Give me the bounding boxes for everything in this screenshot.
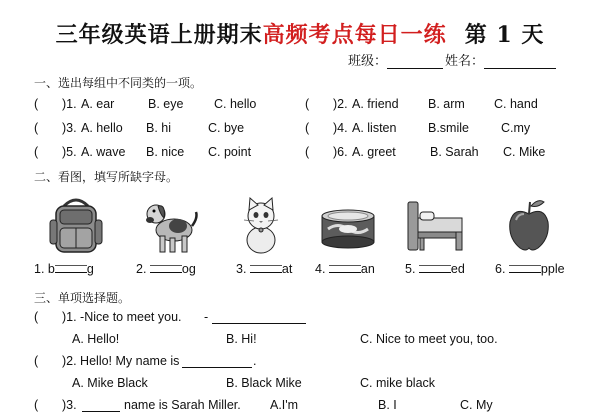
option-a: A. Hello!: [72, 332, 120, 346]
option-c: C. bye: [208, 121, 245, 135]
letter-blank[interactable]: [329, 262, 361, 273]
section1-title: 一、选出每组中不同类的一项。: [34, 76, 203, 90]
picture-label: [495, 262, 565, 276]
answer-paren[interactable]: (: [305, 121, 310, 135]
item-number: )6.: [333, 145, 348, 159]
option-b: B. Hi!: [226, 332, 257, 346]
label-number: 1.: [34, 262, 45, 276]
option-a: A. listen: [352, 121, 397, 135]
student-fields: [348, 50, 556, 69]
option-c: C. mike black: [360, 376, 436, 390]
label-number: 3.: [236, 262, 247, 276]
class-label: 班级：: [348, 54, 388, 69]
name-label: 姓名：: [445, 54, 485, 69]
answer-paren[interactable]: (: [34, 97, 39, 111]
option-a: A. hello: [81, 121, 123, 135]
section3-title: 三、单项选择题。: [34, 291, 131, 305]
option-a: A. ear: [81, 97, 115, 111]
answer-paren[interactable]: (: [34, 310, 39, 324]
option-c: C. point: [208, 145, 252, 159]
letter-blank[interactable]: [419, 262, 451, 273]
letter-blank[interactable]: [250, 262, 282, 273]
class-blank[interactable]: [387, 56, 443, 69]
option-c: C. Nice to meet you, too.: [360, 332, 498, 346]
item-number: )3.: [62, 121, 77, 135]
section2-title: 二、看图，填写所缺字母。: [34, 170, 179, 184]
question-number: )3.: [62, 398, 77, 412]
question-text: name is Sarah Miller.: [124, 398, 241, 412]
option-a: A. wave: [81, 145, 126, 159]
item-number: )2.: [333, 97, 348, 111]
option-a: A. greet: [352, 145, 396, 159]
letter-blank[interactable]: [509, 262, 541, 273]
answer-paren[interactable]: (: [34, 145, 39, 159]
answer-paren[interactable]: (: [305, 97, 310, 111]
letter-blank[interactable]: [150, 262, 182, 273]
item-number: )4.: [333, 121, 348, 135]
option-c: C. Mike: [503, 145, 546, 159]
answer-paren[interactable]: (: [34, 398, 39, 412]
answer-paren[interactable]: (: [34, 121, 39, 135]
title-black-part: 三年级英语上册期末: [55, 22, 263, 48]
title-red-part: 高频考点每日一练: [262, 22, 447, 48]
apple-icon: [504, 196, 554, 256]
label-number: 6.: [495, 262, 506, 276]
picture-label: [315, 262, 375, 276]
day-label: 第 1 天: [464, 22, 545, 48]
option-b: B. Black Mike: [226, 376, 302, 390]
option-b: B. Sarah: [430, 145, 479, 159]
name-blank[interactable]: [484, 56, 556, 69]
picture-label: [405, 262, 465, 276]
label-suffix: g: [86, 262, 94, 276]
option-b: B. hi: [146, 121, 172, 135]
label-suffix: at: [281, 262, 293, 276]
option-b: B. nice: [146, 145, 185, 159]
picture-label: [34, 262, 94, 276]
option-a: A. Mike Black: [72, 376, 148, 390]
dog-icon: [140, 196, 200, 256]
answer-paren[interactable]: (: [305, 145, 310, 159]
name-blank[interactable]: [182, 357, 252, 368]
cat-icon: [236, 196, 286, 256]
option-a: A. friend: [352, 97, 399, 111]
question-end: .: [253, 354, 257, 368]
label-suffix: pple: [540, 262, 565, 276]
label-suffix: ed: [450, 262, 465, 276]
picture-label: [136, 262, 196, 276]
option-c: C. My: [460, 398, 493, 412]
option-c: C.my: [501, 121, 531, 135]
question-text: )2. Hello! My name is: [62, 354, 180, 368]
item-number: )1.: [62, 97, 77, 111]
label-number: 2.: [136, 262, 147, 276]
subject-blank[interactable]: [82, 401, 120, 412]
label-suffix: an: [360, 262, 375, 276]
tin-can-icon: [318, 196, 378, 256]
worksheet-title: [0, 18, 600, 49]
option-c: C. hello: [214, 97, 257, 111]
question-text: )1. -Nice to meet you.: [62, 310, 182, 324]
label-number: 5.: [405, 262, 416, 276]
reply-blank[interactable]: [212, 313, 306, 324]
bed-icon: [404, 196, 466, 256]
label-prefix: b: [47, 262, 55, 276]
backpack-icon: [48, 196, 104, 256]
option-b: B. eye: [148, 97, 184, 111]
label-suffix: og: [181, 262, 196, 276]
label-number: 4.: [315, 262, 326, 276]
picture-label: [236, 262, 292, 276]
letter-blank[interactable]: [55, 262, 87, 273]
answer-paren[interactable]: (: [34, 354, 39, 368]
option-a: A.I'm: [270, 398, 299, 412]
item-number: )5.: [62, 145, 77, 159]
option-b: B. I: [378, 398, 397, 412]
reply-dash: -: [204, 310, 209, 324]
option-b: B. arm: [428, 97, 465, 111]
option-b: B.smile: [428, 121, 469, 135]
option-c: C. hand: [494, 97, 538, 111]
